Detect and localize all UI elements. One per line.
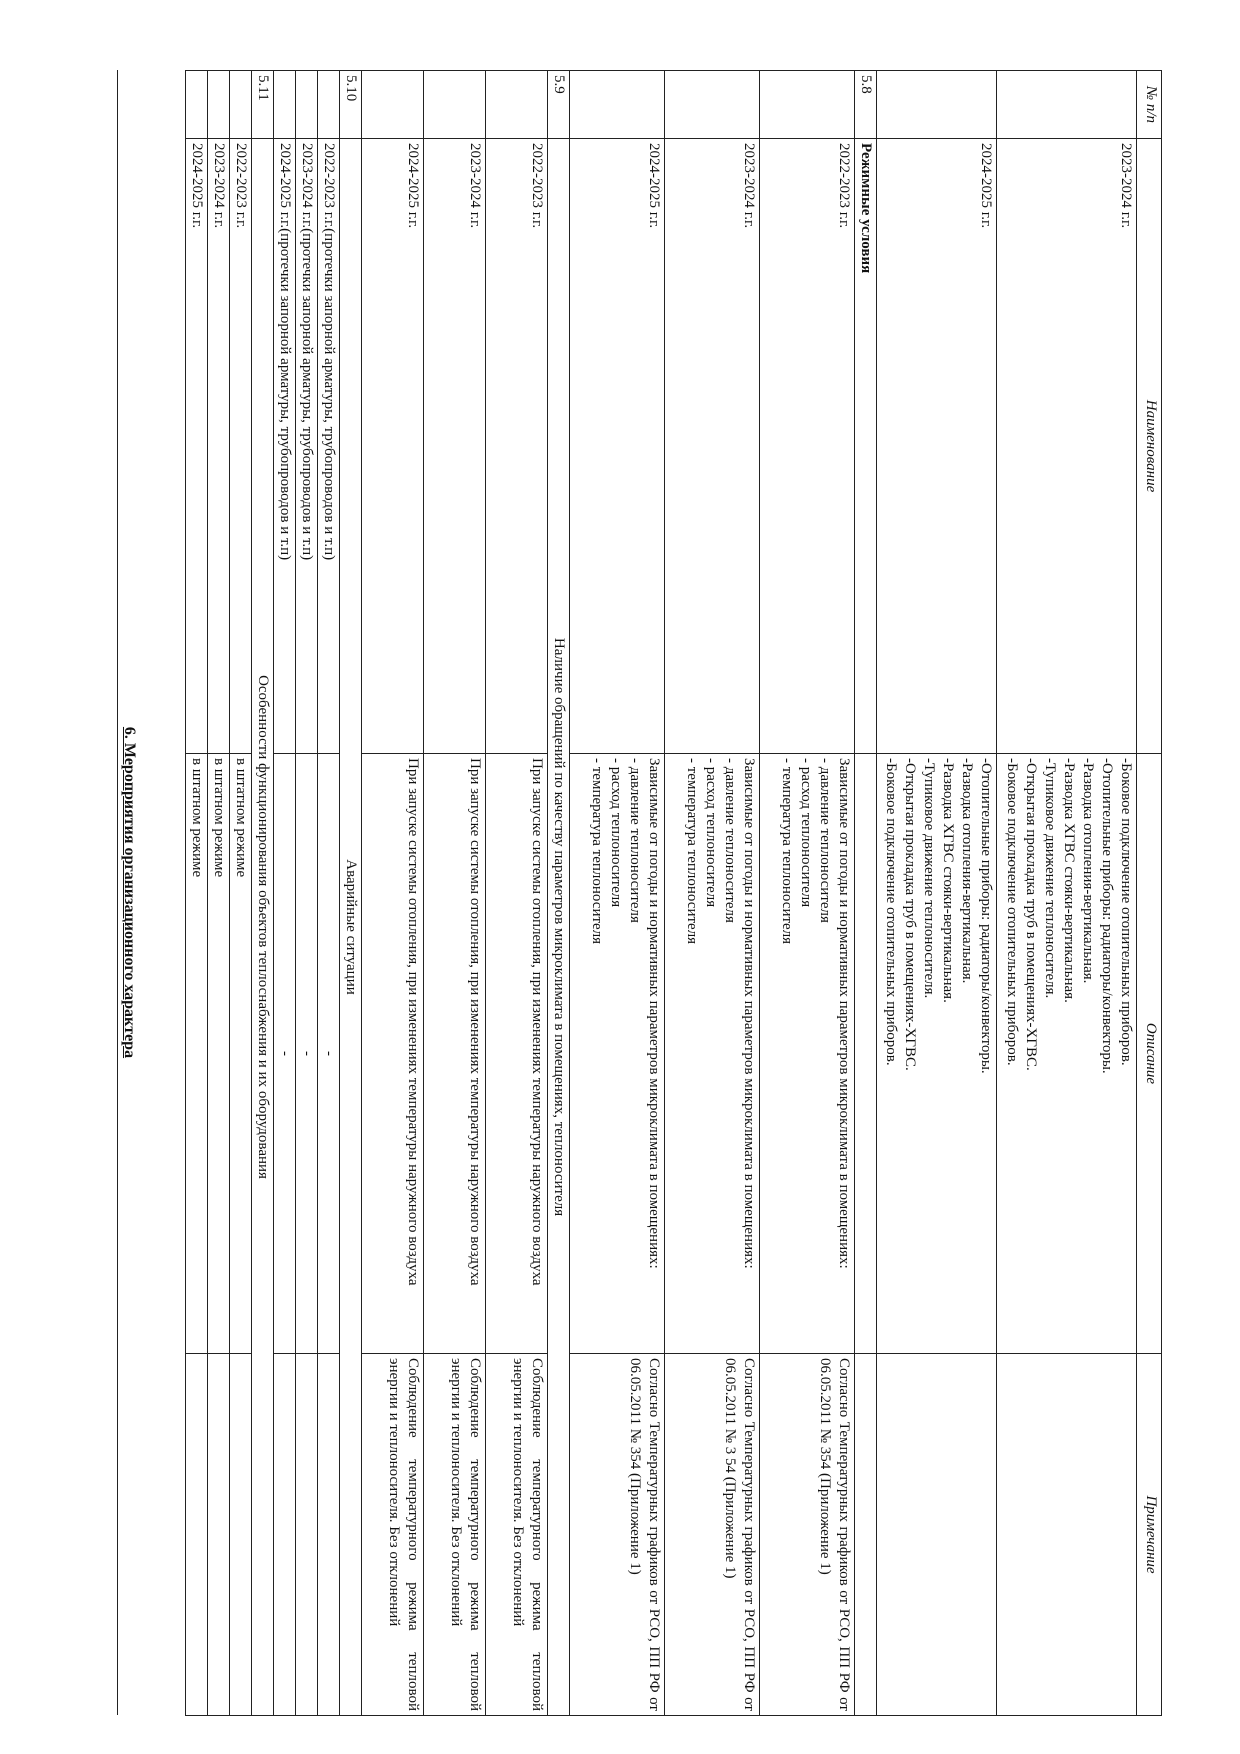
row-name: 2022-2023 г.г. — [230, 139, 252, 754]
row-name: 2024-2025 г.г.(протечки запорной арматуры, трубопроводов и т.п) — [274, 139, 296, 754]
table-row — [208, 71, 230, 1716]
row-note: Согласно Температурных графиков от РСО, ПП РФ от 06.05.2011 № 3 54 (Приложение 1) — [665, 1354, 760, 1716]
table-row — [997, 71, 1137, 1716]
row-name: 2022-2023 г.г. — [486, 139, 548, 754]
section-6-title: 6. Мероприятия организационного характера — [121, 726, 138, 1059]
row-desc: При запуске системы отопления, при изменениях температуры наружного воздуха — [362, 754, 424, 1354]
row-desc: - — [318, 754, 340, 1354]
section-title: Наличие обращений по качеству параметров микроклимата в помещениях, теплоносителя — [548, 139, 570, 1716]
table-row — [424, 71, 486, 1716]
table-header-row — [1137, 71, 1162, 1716]
table-row — [665, 71, 760, 1716]
section-title: Особенности функционирования объектов теплоснабжения и их оборудования — [252, 139, 274, 1716]
section-num: 5.11 — [252, 71, 274, 139]
table-row — [570, 71, 665, 1716]
section-row-5-8 — [855, 71, 877, 1716]
row-desc: Зависимые от погоды и нормативных параметров микроклимата в помещениях: - давление теплоносителя - расход теплоносителя - температура теплоносителя — [760, 754, 855, 1354]
table-row — [486, 71, 548, 1716]
row-desc: При запуске системы отопления, при изменениях температуры наружного воздуха — [424, 754, 486, 1354]
row-name: 2022-2023 г.г. — [760, 139, 855, 754]
row-name: 2024-2025 г.г. — [570, 139, 665, 754]
row-name: 2024-2025 г.г. — [877, 139, 997, 754]
row-note: Согласно Температурных графиков от РСО, ПП РФ от 06.05.2011 № 354 (Приложение 1) — [760, 1354, 855, 1716]
row-desc: в штатном режиме — [230, 754, 252, 1354]
section-num: 5.9 — [548, 71, 570, 139]
row-name: 2023-2024 г.г. — [424, 139, 486, 754]
row-name: 2024-2025 г.г. — [362, 139, 424, 754]
table-row — [274, 71, 296, 1716]
section-num: 5.8 — [855, 71, 877, 139]
row-desc: Зависимые от погоды и нормативных параметров микроклимата в помещениях: - давление теплоносителя - расход теплоносителя - температура теплоносителя — [665, 754, 760, 1354]
section-title: Аварийные ситуации — [340, 139, 362, 1716]
row-desc: При запуске системы отопления, при изменениях температуры наружного воздуха — [486, 754, 548, 1354]
row-name: 2023-2024 г.г. — [208, 139, 230, 754]
section-name: Режимные условия — [855, 139, 877, 754]
row-desc: -Боковое подключение отопительных приборов. -Отопительные приборы: радиаторы/конвекторы. -Разводка отопления-вертикальная. -Разводка ХГВС стояки-вертикальная. -Тупиковое движение теплоносителя. -Открытая прокладка труб в помещениях-ХГВС. -Боковое подключение отопительных приборов. — [997, 754, 1137, 1354]
section-row-5-9 — [548, 71, 570, 1716]
section-row-5-10 — [340, 71, 362, 1716]
row-desc: - — [296, 754, 318, 1354]
row-desc: в штатном режиме — [186, 754, 208, 1354]
section-num: 5.10 — [340, 71, 362, 139]
row-note: Соблюдение температурного режима тепловой энергии и теплоносителя. Без отклонений — [486, 1354, 548, 1716]
section-row-5-11 — [252, 71, 274, 1716]
header-name: Наименование — [1137, 139, 1162, 754]
row-note: Соблюдение температурного режима тепловой энергии и теплоносителя. Без отклонений — [362, 1354, 424, 1716]
row-desc: Зависимые от погоды и нормативных параметров микроклимата в помещениях: - давление теплоносителя - расход теплоносителя - температура теплоносителя — [570, 754, 665, 1354]
table-row — [230, 71, 252, 1716]
table-row — [318, 71, 340, 1716]
row-name: 2023-2024 г.г. — [665, 139, 760, 754]
table-row — [296, 71, 318, 1716]
header-num: № п/п — [1137, 71, 1162, 139]
header-note: Примечание — [1137, 1354, 1162, 1716]
row-name: 2024-2025 г.г. — [186, 139, 208, 754]
table-row — [186, 71, 208, 1716]
header-desc: Описание — [1137, 754, 1162, 1354]
table-row — [877, 71, 997, 1716]
row-name: 2022-2023 г.г.(протечки запорной арматуры, трубопроводов и т.п) — [318, 139, 340, 754]
divider — [117, 70, 118, 1715]
document-table — [185, 70, 1162, 1716]
row-note: Соблюдение температурного режима тепловой энергии и теплоносителя. Без отклонений — [424, 1354, 486, 1716]
table-row — [362, 71, 424, 1716]
row-name: 2023-2024 г.г.(протечки запорной арматуры, трубопроводов и т.п) — [296, 139, 318, 754]
row-name: 2023-2024 г.г. — [997, 139, 1137, 754]
row-desc: - — [274, 754, 296, 1354]
row-desc: в штатном режиме — [208, 754, 230, 1354]
row-desc: -Отопительные приборы: радиаторы/конвекторы. -Разводка отопления-вертикальная. -Разводка ХГВС стояки-вертикальная. -Тупиковое движение теплоносителя. -Открытая прокладка труб в помещениях-ХГВС. -Боковое подключение отопительных приборов. — [877, 754, 997, 1354]
table-row — [760, 71, 855, 1716]
row-note: Согласно Температурных графиков от РСО, ПП РФ от 06.05.2011 № 354 (Приложение 1) — [570, 1354, 665, 1716]
